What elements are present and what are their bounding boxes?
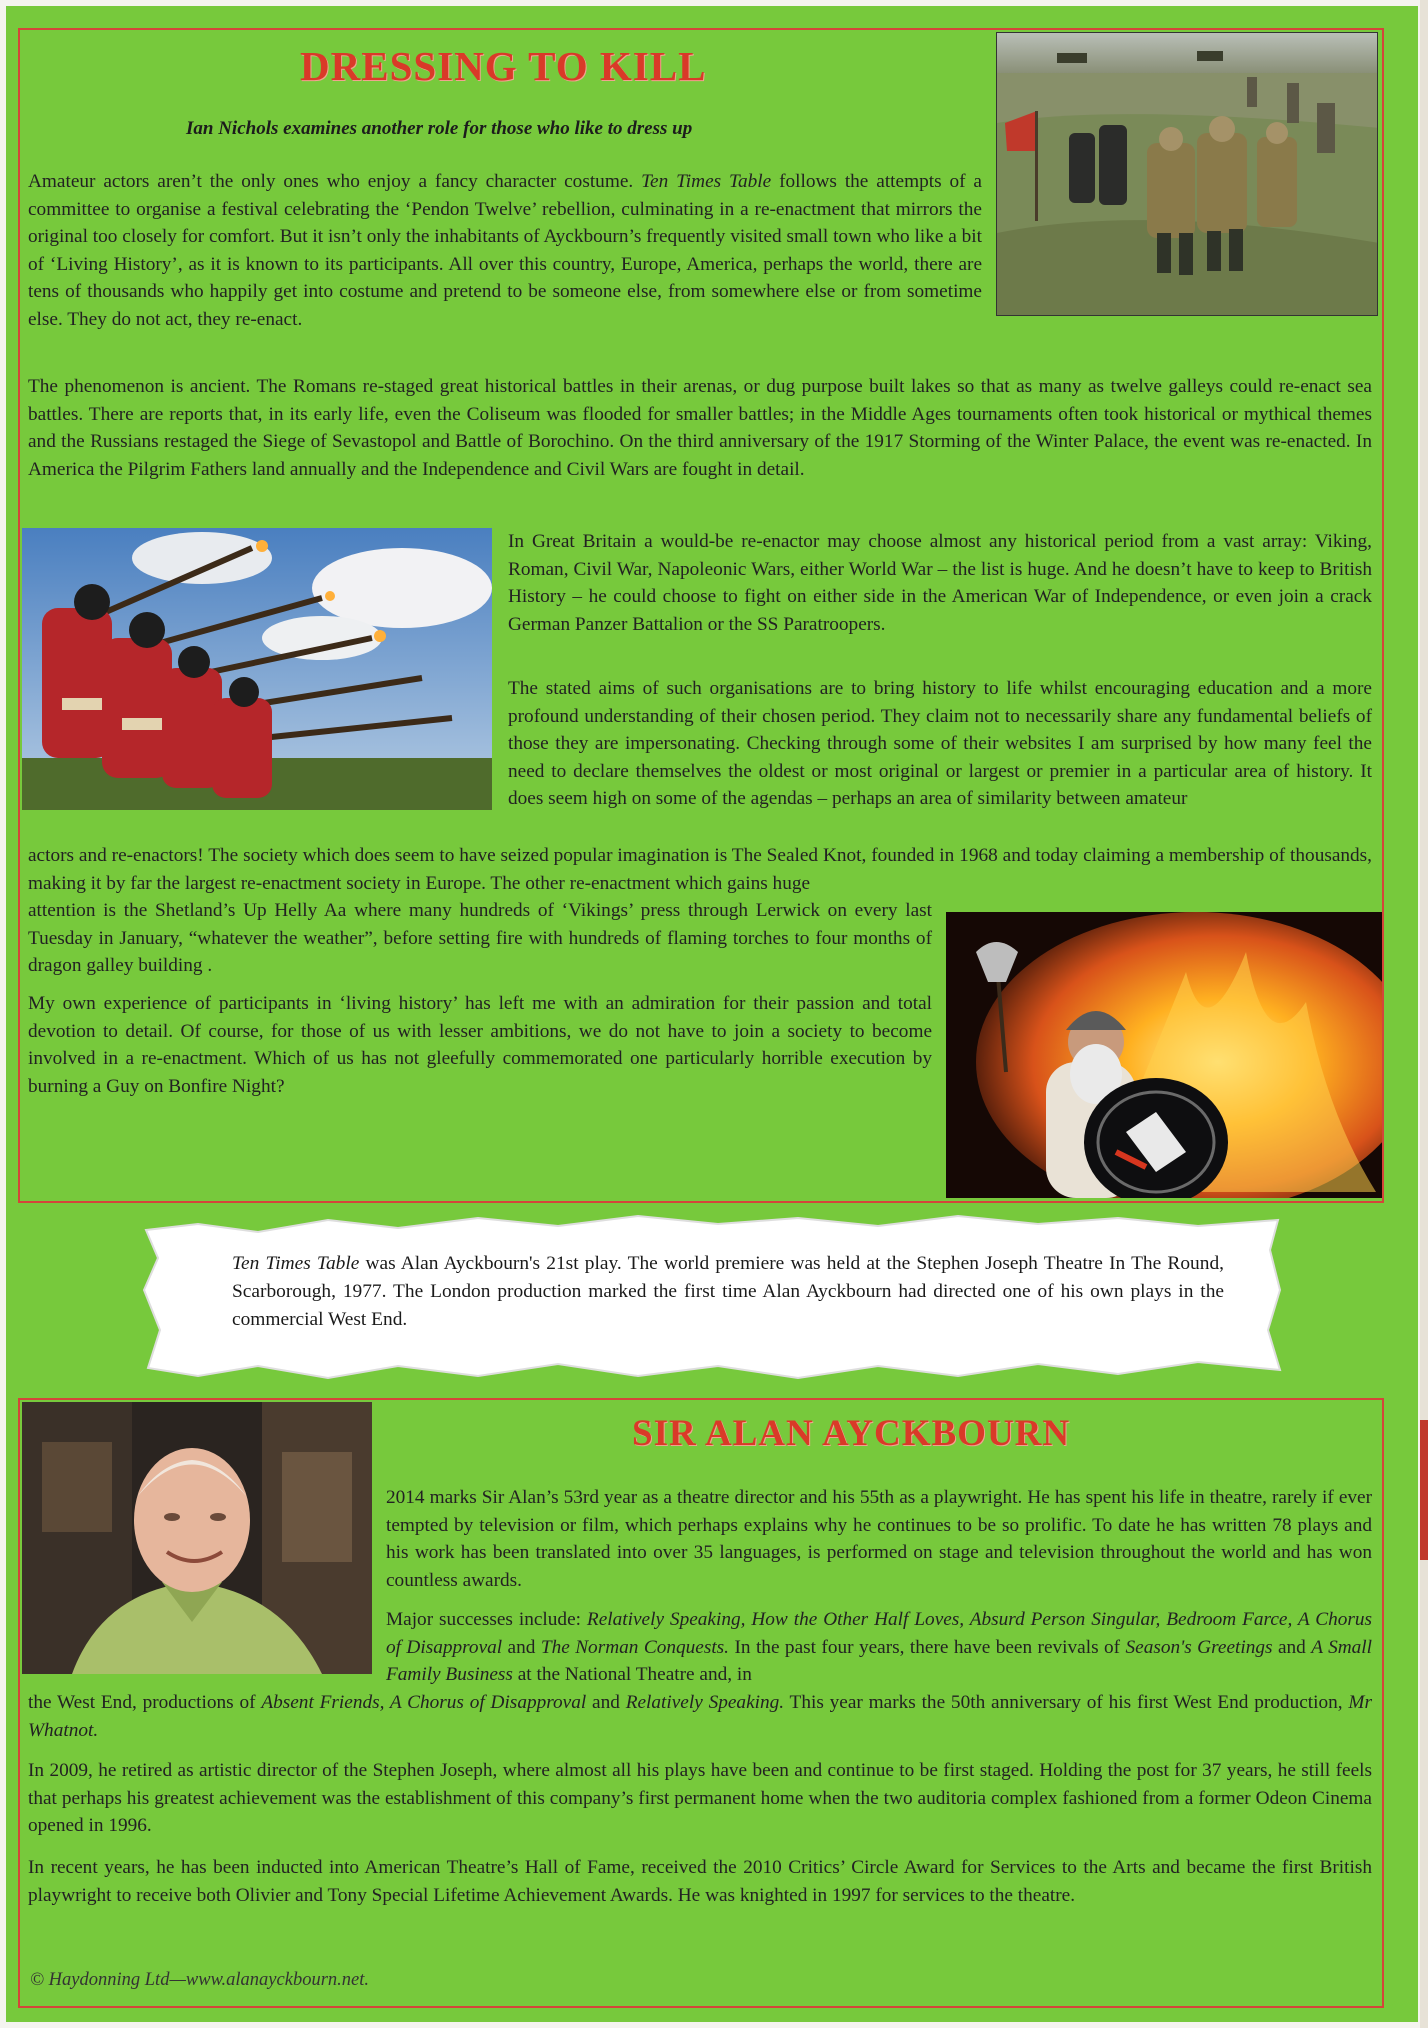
article1-paragraph-1: Amateur actors aren’t the only ones who enjoy a fancy character costume. Ten Times Table follows the attempts of a committee to organise a festival celebrating the ‘Pendon Twelve’ rebellion, culminating in a re-enactment that mirrors the original too closely for comfort. But it isn’t only the inhabitants of Ayckbourn’s frequently visited small town who like a bit of ‘Living History’, as it is known to its participants. All over this country, Europe, America, perhaps the world, there are tens of thousands who happily get into costume and pretend to be someone else, from somewhere else or from sometime else. They do not act, they re-enact. (28, 171, 982, 330)
up-helly-aa-fire-photo (946, 912, 1382, 1198)
musket-firing-photo (22, 528, 492, 810)
battle-reenactment-photo (996, 32, 1378, 316)
ten-times-table-note: Ten Times Table was Alan Ayckbourn's 21st play. The world premiere was held at the Stephen Joseph Theatre In The Round, Scarborough, 1977. The London production marked the first time Alan Ayckbourn had directed one of his own plays in the commercial West End. (232, 1253, 1224, 1330)
article1-paragraph-4a: The stated aims of such organisations are to bring history to life whilst encouraging education and a more profound understanding of their chosen period. They claim not to necessarily share any fundamental beliefs of those they are impersonating. Checking through some of their websites I am surprised by how many feel the need to declare themselves the oldest or most original or largest or premier in a particular area of history. It does seem high on some of the agendas – perhaps an area of similarity between amateur (508, 678, 1372, 810)
copyright-footer: © Haydonning Ltd—www.alanayckbourn.net. (30, 1970, 369, 1990)
article-title-sir-alan-ayckbourn: SIR ALAN AYCKBOURN (632, 1413, 1071, 1454)
alan-ayckbourn-portrait (22, 1402, 372, 1674)
article1-paragraph-4c: attention is the Shetland’s Up Helly Aa where many hundreds of ‘Vikings’ press through Lerwick on every last Tuesday in January, “whatever the weather”, before setting fire with hundreds of flaming torches to four months of dragon galley building . (28, 900, 932, 977)
page-edge (1420, 0, 1428, 2028)
article-byline: Ian Nichols examines another role for those who like to dress up (186, 118, 693, 139)
article2-paragraph-2b: the West End, productions of Absent Friends, A Chorus of Disapproval and Relatively Speaking. This year marks the 50th anniversary of his first West End production, Mr Whatnot. (28, 1692, 1372, 1741)
article2-paragraph-4: In recent years, he has been inducted into American Theatre’s Hall of Fame, received the 2010 Critics’ Circle Award for Services to the Arts and became the first British playwright to receive both Olivier and Tony Special Lifetime Achievement Awards. He was knighted in 1997 for services to the theatre. (28, 1857, 1372, 1906)
article1-paragraph-3: In Great Britain a would-be re-enactor may choose almost any historical period from a vast array: Viking, Roman, Civil War, Napoleonic Wars, either World War – the list is huge. And he doesn’t have to keep to British History – he could choose to fight on either side in the American War of Independence, or even join a crack German Panzer Battalion or the SS Paratroopers. (508, 531, 1372, 635)
article1-paragraph-5: My own experience of participants in ‘living history’ has left me with an admiration for their passion and total devotion to detail. Of course, for those of us with lesser ambitions, we do not have to join a society to become involved in a re-enactment. Which of us has not gleefully commemorated one particularly horrible execution by burning a Guy on Bonfire Night? (28, 993, 932, 1097)
article2-paragraph-3: In 2009, he retired as artistic director of the Stephen Joseph, where almost all his plays have been and continue to be first staged. Holding the post for 37 years, he still feels that perhaps his greatest achievement was the establishment of this company’s first permanent home when the two auditoria complex fashioned from a former Odeon Cinema opened in 1996. (28, 1760, 1372, 1837)
article1-paragraph-2: The phenomenon is ancient. The Romans re-staged great historical battles in their arenas, or dug purpose built lakes so that as many as twelve galleys could re-enact sea battles. There are reports that, in its early life, even the Coliseum was flooded for smaller battles; in the Middle Ages tournaments often took historical or mythical themes and the Russians restaged the Siege of Sevastopol and Battle of Borochino. On the third anniversary of the 1917 Storming of the Winter Palace, the event was re-enacted. In America the Pilgrim Fathers land annually and the Independence and Civil Wars are fought in detail. (28, 376, 1372, 480)
article1-paragraph-4b: actors and re-enactors! The society which does seem to have seized popular imagination is The Sealed Knot, founded in 1968 and today claiming a membership of thousands, making it by far the largest re-enactment society in Europe. The other re-enactment which gains huge (28, 845, 1372, 894)
article-title-dressing-to-kill: DRESSING TO KILL (300, 43, 707, 89)
edge-tab (1420, 1420, 1428, 1560)
article2-paragraph-2a: Major successes include: Relatively Speaking, How the Other Half Loves, Absurd Person Singular, Bedroom Farce, A Chorus of Disapproval and The Norman Conquests. In the past four years, there have been revivals of Season's Greetings and A Small Family Business at the National Theatre and, in (386, 1609, 1373, 1686)
article2-paragraph-1: 2014 marks Sir Alan’s 53rd year as a theatre director and his 55th as a playwright. He has spent his life in theatre, rarely if ever tempted by television or film, which perhaps explains why he continues to be so prolific. To date he has written 78 plays and his work has been translated into over 35 languages, is performed on stage and television throughout the world and has won countless awards. (386, 1487, 1372, 1591)
